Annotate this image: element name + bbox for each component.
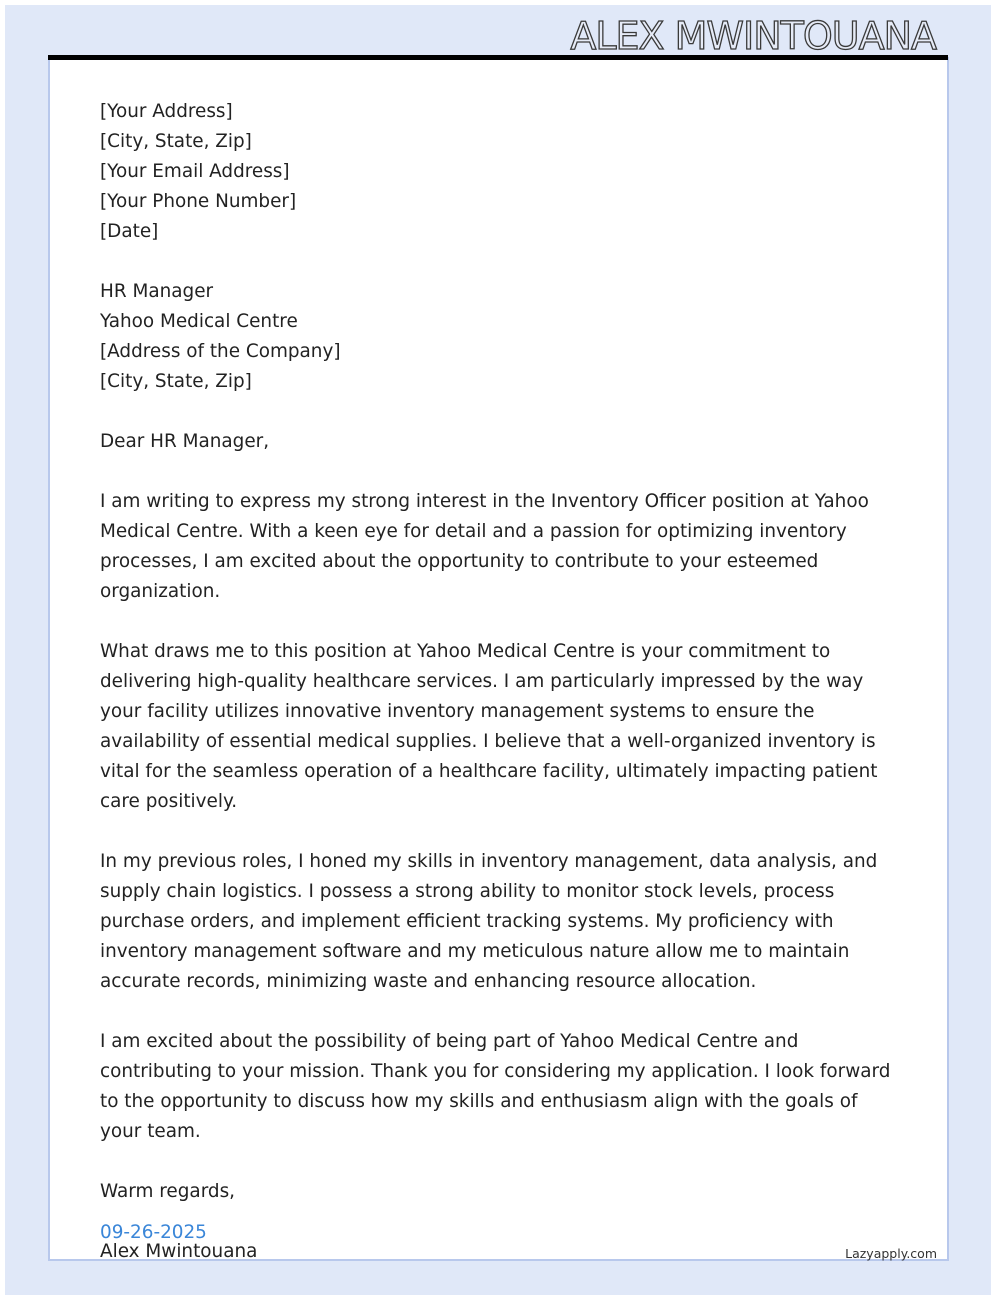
recipient-company: Yahoo Medical Centre [100,311,298,332]
body-paragraph: In my previous roles, I honed my skills in inventory management, data analysis, and supply chain logistics. I possess a strong ability to monitor stock levels, process purchase orders, and implement efficient tracking systems. My proficiency with inventory management software and my meticulous nature allow me to maintain accurate records, minimizing waste and enhancing resource allocation. [100,851,878,992]
date-stamp: 09-26-2025 [100,1222,207,1243]
sender-address: [Your Address] [100,101,233,122]
watermark: Lazyapply.com [845,1246,937,1261]
sender-phone: [Your Phone Number] [100,191,297,212]
sender-block [100,97,900,247]
body-paragraph: I am writing to express my strong interest in the Inventory Officer position at Yahoo Medical Centre. With a keen eye for detail and a passion for optimizing inventory processes, I am excited about the opportunity to contribute to your esteemed organization. [100,491,869,602]
body-paragraph: What draws me to this position at Yahoo Medical Centre is your commitment to delivering high-quality healthcare services. I am particularly impressed by the way your facility utilizes innovative inventory management systems to ensure the availability of essential medical supplies. I believe that a well-organized inventory is vital for the seamless operation of a healthcare facility, ultimately impacting patient care positively. [100,641,878,812]
recipient-address: [Address of the Company] [100,341,341,362]
body-paragraph: I am excited about the possibility of being part of Yahoo Medical Centre and contributing to your mission. Thank you for considering my application. I look forward to the opportunity to discuss how my skills and enthusiasm align with the goals of your team. [100,1031,891,1142]
sender-email: [Your Email Address] [100,161,290,182]
header-name: ALEX MWINTOUANA [570,14,936,58]
recipient-title: HR Manager [100,281,214,302]
sender-date: [Date] [100,221,159,242]
sender-city-state-zip: [City, State, Zip] [100,131,252,152]
signature: Alex Mwintouana [100,1241,258,1262]
salutation: Dear HR Manager, [100,431,270,452]
closing: Warm regards, [100,1181,236,1202]
letter-body [100,97,900,1297]
recipient-city-state-zip: [City, State, Zip] [100,371,252,392]
recipient-block [100,277,900,397]
